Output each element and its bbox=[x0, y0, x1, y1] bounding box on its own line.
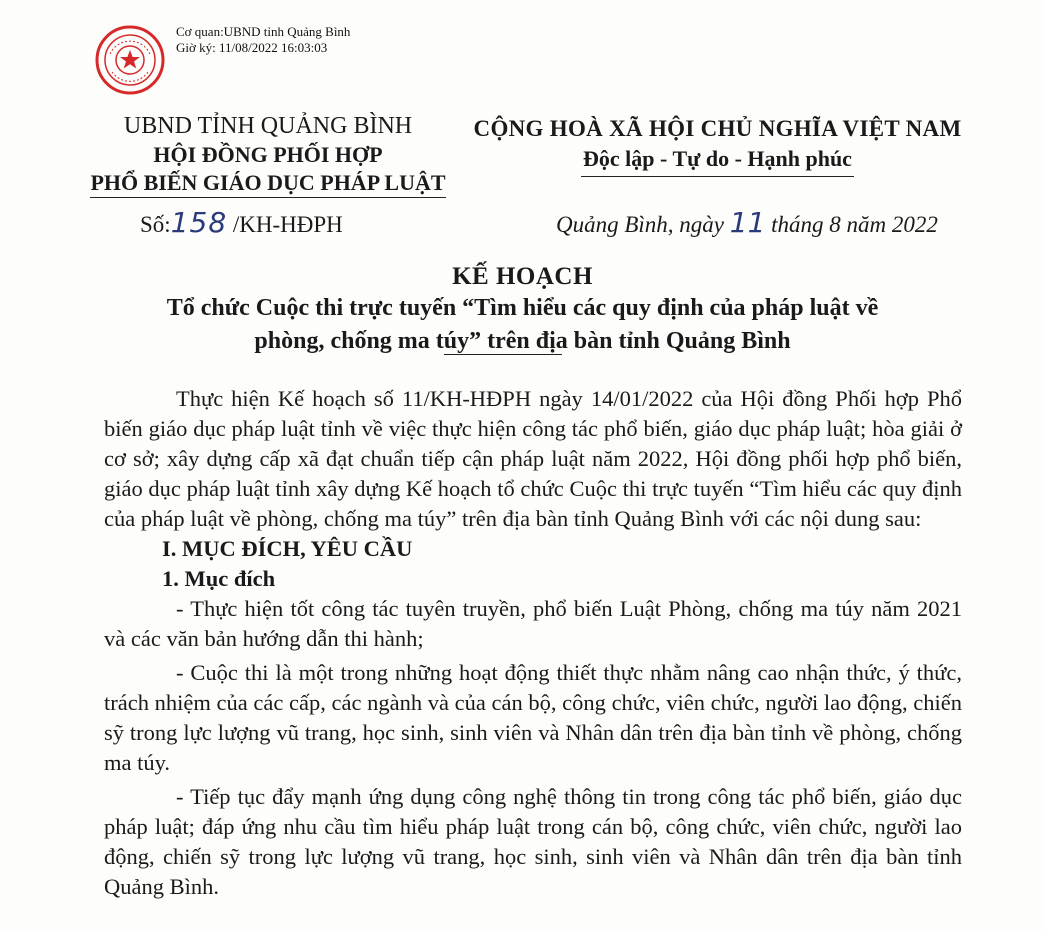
doc-no-handwritten: 158 bbox=[170, 206, 228, 239]
bullet-paragraph: - Cuộc thi là một trong những hoạt động thiết thực nhằm nâng cao nhận thức, ý thức, trách nhiệm của các cấp, các ngành và của cán bộ, công chức, viên chức, người lao động, chiến sỹ trong lực lượng vũ trang, học sinh, sinh viên và Nhân dân trên địa bàn tỉnh về phòng, chống ma túy. bbox=[104, 660, 962, 775]
signature-metadata bbox=[176, 24, 350, 56]
document-number bbox=[140, 206, 343, 239]
nation-name: CỘNG HOÀ XÃ HỘI CHỦ NGHĨA VIỆT NAM bbox=[473, 116, 962, 141]
signature-time: Giờ ký: 11/08/2022 16:03:03 bbox=[176, 40, 328, 55]
section-heading: I. MỤC ĐÍCH, YÊU CẦU bbox=[162, 536, 413, 561]
title-line-1: Tổ chức Cuộc thi trực tuyến “Tìm hiểu các quy định của pháp luật về bbox=[166, 295, 879, 321]
document-body bbox=[104, 384, 962, 902]
doc-no-prefix: Số: bbox=[140, 212, 171, 237]
council-name-line1: HỘI ĐỒNG PHỐI HỢP bbox=[153, 142, 383, 167]
agency-name: UBND TỈNH QUẢNG BÌNH bbox=[123, 113, 413, 139]
document-title-block bbox=[0, 262, 1045, 355]
intro-paragraph: Thực hiện Kế hoạch số 11/KH-HĐPH ngày 14/01/2022 của Hội đồng Phối hợp Phổ biến giáo dục pháp luật tỉnh về việc thực hiện công tác phổ biến, giáo dục pháp luật; hòa giải ở cơ sở; xây dựng cấp xã đạt chuẩn tiếp cận pháp luật năm 2022, Hội đồng phối hợp phổ biến, giáo dục pháp luật tỉnh xây dựng Kế hoạch tổ chức Cuộc thi trực tuyến “Tìm hiểu các quy định của pháp luật về phòng, chống ma túy” trên địa bàn tỉnh Quảng Bình với các nội dung sau: bbox=[104, 386, 962, 531]
subsection-heading: 1. Mục đích bbox=[162, 566, 276, 591]
date-day-handwritten: 11 bbox=[729, 206, 766, 239]
title-line-2: phòng, chống ma túy” trên địa bàn tỉnh Quảng Bình bbox=[254, 328, 791, 354]
national-title-block bbox=[455, 114, 980, 177]
date-prefix: Quảng Bình, ngày bbox=[556, 212, 730, 237]
title-underline bbox=[444, 354, 562, 355]
signature-agency: Cơ quan:UBND tỉnh Quảng Bình bbox=[176, 24, 351, 39]
doc-no-suffix: /KH-HĐPH bbox=[227, 212, 343, 237]
council-name-line2: PHỔ BIẾN GIÁO DỤC PHÁP LUẬT bbox=[90, 169, 445, 198]
document-type: KẾ HOẠCH bbox=[452, 263, 593, 290]
date-suffix: tháng 8 năm 2022 bbox=[765, 212, 938, 237]
national-motto: Độc lập - Tự do - Hạnh phúc bbox=[581, 144, 854, 177]
bullet-paragraph: - Tiếp tục đẩy mạnh ứng dụng công nghệ thông tin trong công tác phổ biến, giáo dục pháp luật; đáp ứng nhu cầu tìm hiểu pháp luật trong cán bộ, công chức, viên chức, người lao động, chiến sỹ trong lực lượng vũ trang, học sinh, sinh viên và Nhân dân trên địa bàn tỉnh Quảng Bình. bbox=[104, 784, 962, 899]
document-date bbox=[556, 206, 938, 239]
issuing-agency-block bbox=[78, 112, 458, 198]
bullet-paragraph: - Thực hiện tốt công tác tuyên truyền, phổ biến Luật Phòng, chống ma túy năm 2021 và các văn bản hướng dẫn thi hành; bbox=[104, 596, 962, 651]
official-seal-icon bbox=[94, 24, 166, 96]
